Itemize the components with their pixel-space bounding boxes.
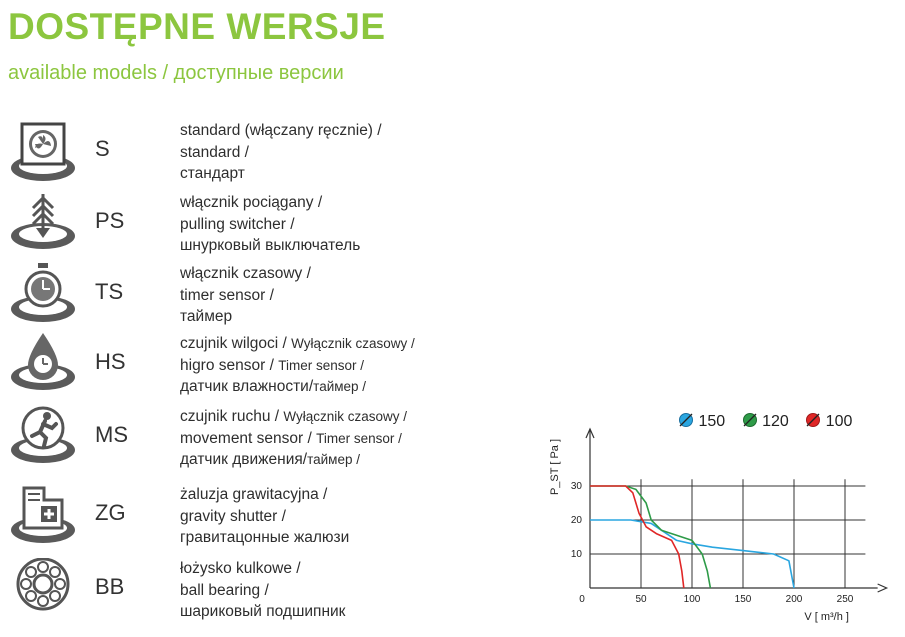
x-tick-label: 150 [734,594,752,605]
desc-line: włącznik czasowy / [180,265,311,282]
desc-line: czujnik wilgoci / [180,335,287,352]
desc-line: standard (włączany ręcznie) / [180,122,382,139]
desc-line: датчик движения/ [180,451,308,468]
model-code: BB [95,574,125,599]
model-row-ms [0,406,520,476]
x-axis-label: V [ m³/h ] [804,611,849,623]
desc-line-extra: Wyłącznik czasowy / [291,336,415,351]
x-tick-label: 50 [635,594,647,605]
model-code: MS [95,422,128,447]
desc-line: czujnik ruchu / [180,408,280,425]
pull-switch-icon [8,192,78,256]
desc-line: movement sensor / [180,429,312,447]
legend-label: 100 [825,413,853,430]
desc-line: ball bearing / [180,581,269,599]
fan-icon [8,120,78,184]
desc-line: таймер [180,308,233,325]
desc-line-extra: таймер / [313,379,367,394]
y-axis-label: P_ST [ Pa ] [549,438,561,496]
model-description [180,558,345,623]
model-row-zg [0,484,520,554]
y-tick-label: 10 [570,549,582,560]
desc-line: шариковый подшипник [180,603,346,620]
desc-line-extra: Timer sensor / [278,357,365,373]
model-row-hs [0,333,520,403]
model-description [180,406,407,471]
desc-line-extra: таймер / [307,452,360,467]
x-tick-label: 0 [579,594,585,605]
model-code: S [95,136,110,161]
model-row-ts [0,263,520,333]
page-subtitle: available models / доступные версии [8,62,344,84]
model-row-ps [0,192,520,262]
series-line-100 [590,486,684,588]
x-tick-label: 250 [836,594,854,605]
desc-line: timer sensor / [180,286,274,304]
desc-line: стандарт [180,165,245,182]
y-tick-label: 30 [570,481,582,492]
desc-line-extra: Timer sensor / [316,430,402,446]
desc-line: датчик влажности/ [180,378,314,395]
x-axis-arrow [878,584,887,592]
desc-line-extra: Wyłącznik czasowy / [283,409,408,424]
model-row-s [0,120,520,190]
desc-line: włącznik pociągany / [180,194,323,211]
ball-bearing-icon [8,558,78,622]
desc-line: pulling switcher / [180,215,295,233]
model-row-bb [0,558,520,628]
desc-line: łożysko kulkowe / [180,560,301,577]
x-tick-label: 200 [785,594,803,605]
timer-icon [8,263,78,327]
humidity-drop-icon [8,333,78,397]
desc-line: шнурковый выключатель [180,237,361,254]
model-code: HS [95,349,126,374]
motion-sensor-icon [8,406,78,470]
performance-chart [540,405,900,630]
legend-label: 120 [762,413,789,430]
model-description [180,333,415,398]
desc-line: higro sensor / [180,356,274,374]
model-description [180,120,382,185]
model-code: PS [95,208,125,233]
desc-line: гравитацонные жалюзи [180,529,350,546]
model-code: ZG [95,500,126,525]
desc-line: gravity shutter / [180,507,286,525]
model-code: TS [95,279,124,304]
y-tick-label: 20 [570,515,582,526]
x-tick-label: 100 [683,594,701,605]
gravity-shutter-icon [8,484,78,548]
legend-label: 150 [698,413,726,430]
desc-line: żaluzja grawitacyjna / [180,486,328,503]
desc-line: standard / [180,143,249,161]
model-description [180,192,360,257]
model-description [180,484,349,549]
model-description [180,263,311,328]
page-title: DOSTĘPNE WERSJE [8,6,386,47]
